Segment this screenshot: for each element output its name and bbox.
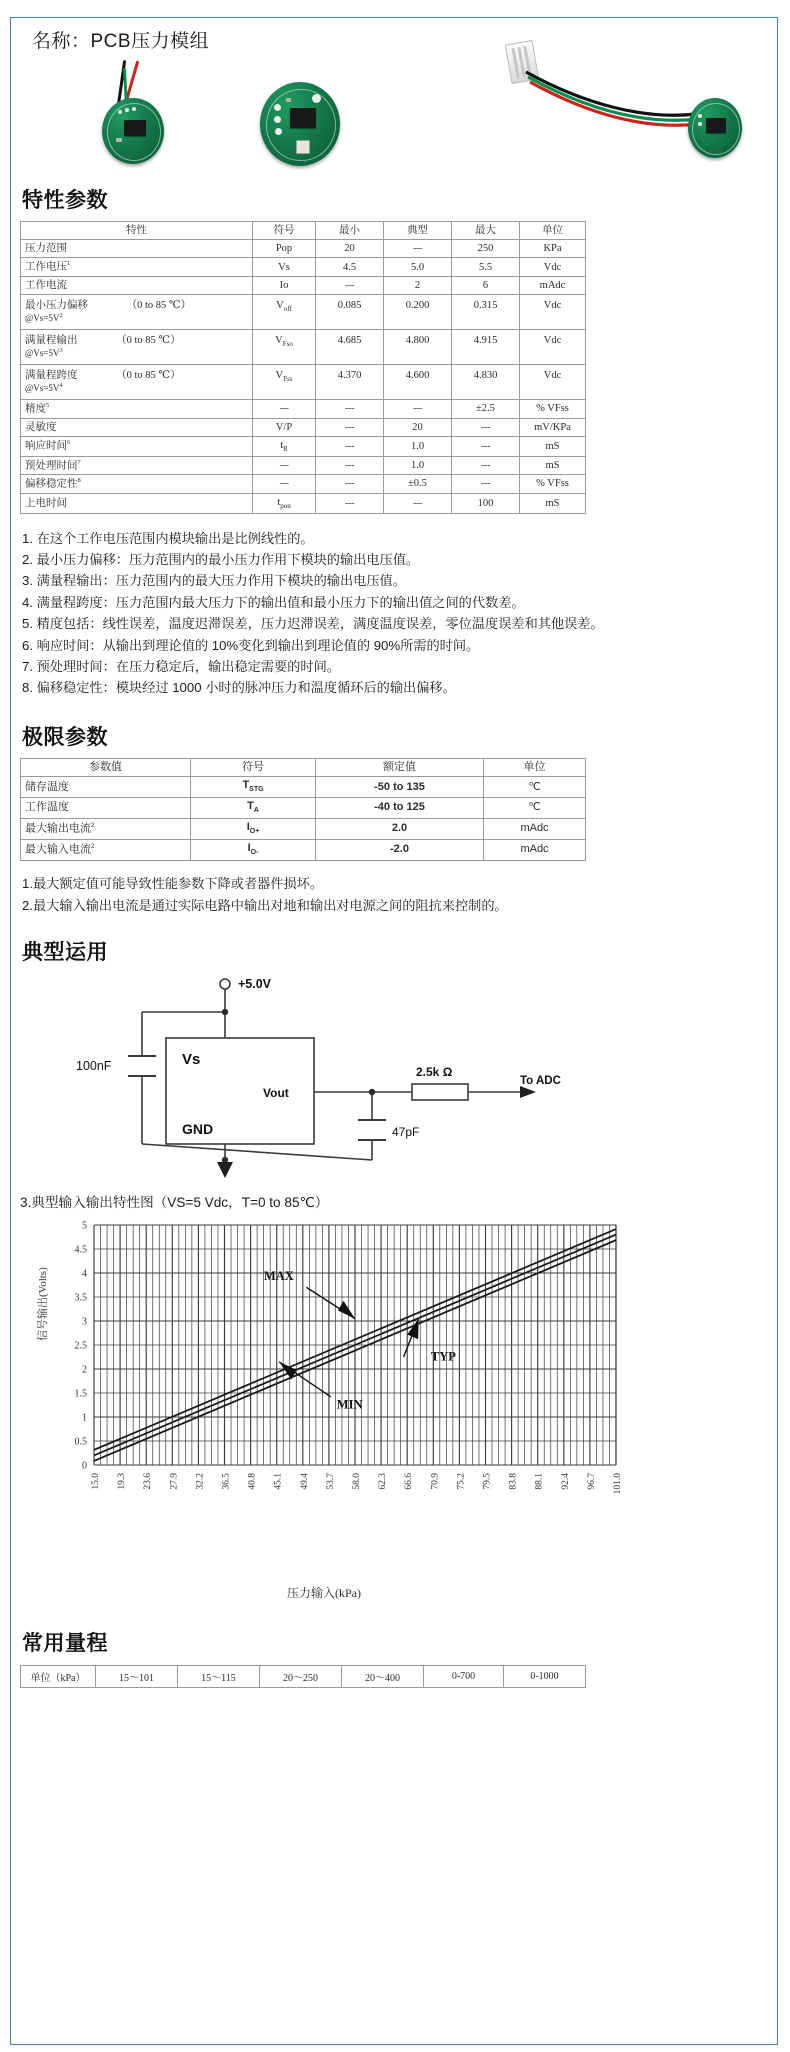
cell-rating: -2.0: [390, 843, 409, 856]
table-row: [21, 475, 586, 494]
table-row: [21, 330, 586, 365]
cell-unit: mAdc: [539, 279, 566, 291]
table-header-row: [21, 758, 586, 777]
adc-label: To ADC: [520, 1074, 561, 1087]
cell-symbol: T: [242, 779, 250, 792]
cell-min: ---: [345, 497, 354, 509]
cell-symbol: Vs: [278, 261, 290, 273]
characteristics-footnotes: [22, 528, 622, 699]
svg-text:15.0: 15.0: [91, 1472, 101, 1490]
cell-typ: 1.0: [410, 440, 425, 452]
col-characteristic: 特性: [21, 222, 253, 240]
typical-application-circuit: [20, 972, 770, 1187]
cell-symbol: ---: [279, 478, 289, 490]
footnote-marker: 6: [67, 439, 71, 447]
cell-max: ---: [481, 421, 490, 433]
cell-name: 响应时间: [25, 440, 67, 452]
product-header: [20, 12, 770, 170]
col-max: 最大: [452, 222, 520, 240]
svg-text:0: 0: [82, 1460, 87, 1472]
supply-label: +5.0V: [238, 976, 272, 991]
table-header-row: [21, 222, 586, 240]
svg-text:45.1: 45.1: [273, 1472, 284, 1490]
sensor-chip: [124, 120, 146, 136]
svg-text:92.4: 92.4: [560, 1472, 571, 1490]
range-unit-label: 单位（kPa）: [21, 1665, 96, 1687]
sensor-chip: [290, 108, 316, 128]
svg-text:5: 5: [82, 1220, 87, 1232]
cell-max: 4.915: [473, 335, 498, 346]
cell-symbol-sub: off: [283, 305, 292, 314]
cell-typ: 4.800: [405, 335, 430, 346]
svg-text:23.6: 23.6: [143, 1472, 154, 1490]
svg-text:4: 4: [82, 1268, 87, 1280]
svg-text:49.4: 49.4: [299, 1472, 310, 1490]
cell-name: 满量程输出: [25, 335, 78, 347]
resistor-label: 2.5k Ω: [416, 1064, 453, 1079]
circuit-diagram: [20, 972, 620, 1182]
cell-min: ---: [345, 403, 354, 415]
input-cap-label: 100nF: [76, 1058, 112, 1073]
cell-name: 工作温度: [25, 801, 69, 814]
table-row: [21, 493, 586, 513]
cell-unit: ℃: [528, 780, 541, 793]
cell-unit: Vdc: [543, 335, 562, 346]
capacitor-100nf-icon: [128, 1056, 156, 1076]
cell-max: 100: [477, 497, 494, 509]
pressure-port: [296, 140, 310, 154]
cell-name: 偏移稳定性: [25, 478, 78, 490]
svg-text:19.3: 19.3: [117, 1472, 128, 1490]
table-row: [21, 276, 586, 294]
footnote-marker: 7: [77, 458, 81, 466]
svg-text:4.5: 4.5: [74, 1244, 87, 1256]
footnote-marker: 2: [91, 822, 95, 830]
col-parameter: 参数值: [21, 758, 191, 777]
col-typ: 典型: [384, 222, 452, 240]
col-symbol: 符号: [191, 758, 316, 777]
cell-max: ---: [481, 440, 490, 452]
cell-symbol: V: [275, 335, 283, 346]
cell-typ: 5.0: [410, 261, 425, 273]
product-photo-connector-module: [510, 90, 750, 160]
output-cap-label: 47pF: [392, 1124, 420, 1139]
svg-text:2: 2: [82, 1364, 87, 1376]
junction-dot: [369, 1089, 375, 1095]
cell-unit: mV/KPa: [534, 421, 571, 433]
col-min: 最小: [316, 222, 384, 240]
section-title-limits: 极限参数: [22, 725, 108, 749]
vs-pin-label: Vs: [182, 1050, 201, 1068]
pcb-disc: [102, 98, 164, 164]
cell-name: 最小压力偏移: [25, 300, 88, 312]
range-value: 20～400: [342, 1665, 424, 1687]
limit-footnote-1: 1.最大额定值可能导致性能参数下降或者器件损坏。: [22, 876, 324, 892]
cell-rating: -40 to 125: [374, 801, 425, 814]
cell-symbol-sub: A: [253, 807, 259, 815]
cell-min: 20: [344, 243, 355, 255]
cell-symbol: I: [246, 821, 250, 834]
cell-min: 4.685: [337, 335, 362, 346]
capacitor-47pf-icon: [358, 1120, 386, 1140]
characteristics-table: [20, 221, 586, 514]
svg-text:32.2: 32.2: [195, 1472, 206, 1490]
cell-name: 最大输出电流: [25, 822, 91, 835]
range-value: 0-1000: [504, 1665, 586, 1687]
limit-footnote-2: 2.最大输入输出电流是通过实际电路中输出对地和输出对电源之间的阻抗来控制的。: [22, 897, 508, 913]
cell-supply-note: @Vs=5V: [25, 348, 60, 359]
cell-name: 储存温度: [25, 780, 69, 793]
cell-symbol: V: [276, 300, 284, 311]
vout-pin-label: Vout: [263, 1085, 289, 1100]
gnd-pin-label: GND: [182, 1120, 214, 1137]
svg-text:58.0: 58.0: [352, 1472, 362, 1490]
table-row: [21, 258, 586, 277]
range-value: 15～115: [178, 1665, 260, 1687]
cell-max: 4.830: [473, 370, 498, 381]
pcb-disc: [260, 82, 340, 166]
col-unit: 单位: [520, 222, 586, 240]
cell-min: ---: [345, 421, 354, 433]
table-row: [21, 798, 586, 819]
cell-unit: Vdc: [543, 300, 562, 311]
cell-unit: mS: [545, 440, 560, 452]
svg-text:96.7: 96.7: [586, 1472, 597, 1490]
ground-arrow-icon: [217, 1162, 233, 1178]
cell-typ: 4.600: [405, 370, 430, 381]
footnote-marker: 1: [67, 260, 71, 268]
cell-symbol-sub: Fss: [283, 375, 293, 384]
table-row: [21, 295, 586, 330]
cell-symbol: I: [247, 842, 251, 855]
table-row: [21, 840, 586, 861]
cell-supply-note: @Vs=5V: [25, 383, 60, 394]
cell-unit: mS: [545, 497, 560, 509]
cell-unit: % VFss: [536, 403, 569, 415]
cell-name: 最大输入电流: [25, 843, 91, 856]
svg-text:2.5: 2.5: [74, 1340, 87, 1352]
characteristic-chart: [20, 1191, 770, 1601]
footnote-marker: 2: [91, 843, 95, 851]
cell-min: 4.5: [342, 261, 357, 273]
svg-text:75.2: 75.2: [456, 1472, 467, 1490]
footnote-marker: 2: [59, 312, 63, 320]
cell-min: ---: [345, 279, 354, 291]
cell-max: ---: [481, 478, 490, 490]
cell-max: 250: [477, 243, 494, 255]
table-row: [21, 777, 586, 798]
footnote-4: 4. 满量程跨度：压力范围内最大压力下的输出值和最小压力下的输出值之间的代数差。: [22, 594, 525, 610]
table-row: [21, 456, 586, 475]
limits-table: [20, 758, 586, 862]
cell-min: 0.085: [337, 300, 362, 311]
table-row: [21, 365, 586, 400]
product-photo-top-view: [260, 82, 340, 166]
cell-symbol: T: [247, 800, 254, 813]
section-title-ranges: 常用量程: [22, 1631, 108, 1655]
svg-text:1: 1: [82, 1412, 87, 1424]
cell-supply-note: @Vs=5V: [25, 313, 60, 324]
cell-typ: 1.0: [410, 459, 425, 471]
svg-text:66.6: 66.6: [404, 1472, 415, 1490]
cell-symbol: Io: [279, 279, 289, 291]
cell-min: ---: [345, 459, 354, 471]
svg-text:1.5: 1.5: [74, 1388, 87, 1400]
cell-name: 工作电流: [25, 279, 67, 291]
cell-symbol-sub: O+: [249, 828, 260, 836]
cell-symbol: ---: [279, 459, 289, 471]
cell-unit: mAdc: [520, 822, 549, 835]
footnote-marker: 8: [77, 477, 81, 485]
footnote-3: 3. 满量程输出：压力范围内的最大压力作用下模块的输出电压值。: [22, 573, 406, 589]
cell-max: ±2.5: [476, 403, 495, 415]
footnote-8: 8. 偏移稳定性：模块经过 1000 小时的脉冲压力和温度循环后的输出偏移。: [22, 680, 456, 696]
table-row: [21, 819, 586, 840]
range-value: 20～250: [260, 1665, 342, 1687]
svg-text:101.0: 101.0: [613, 1472, 623, 1495]
cell-name: 灵敏度: [25, 421, 57, 433]
svg-text:MIN: MIN: [336, 1397, 363, 1412]
footnote-marker: 3: [59, 347, 63, 355]
cell-name: 预处理时间: [25, 460, 78, 472]
svg-text:53.7: 53.7: [325, 1472, 336, 1490]
svg-text:27.9: 27.9: [169, 1472, 180, 1490]
cell-rating: -50 to 135: [374, 780, 425, 793]
cell-symbol: t: [280, 439, 284, 451]
range-value: 0-700: [424, 1665, 504, 1687]
col-symbol: 符号: [253, 222, 316, 240]
cell-symbol: V: [275, 370, 284, 381]
table-row: [21, 400, 586, 419]
common-ranges-table: [20, 1665, 586, 1688]
cell-symbol: Pop: [275, 243, 293, 255]
col-unit: 单位: [484, 758, 586, 777]
cell-name: 工作电压: [25, 261, 67, 273]
cell-typ: 2: [414, 279, 421, 291]
section-title-application: 典型运用: [22, 940, 108, 964]
table-row: [21, 418, 586, 436]
cell-typ: ---: [413, 403, 422, 415]
cell-max: 6: [482, 279, 489, 291]
cell-unit: mS: [545, 459, 560, 471]
cell-typ: ---: [413, 243, 422, 255]
limits-footnotes: [22, 873, 642, 916]
cell-condition: （0 to 85 ℃）: [116, 370, 181, 382]
table-row: [21, 1665, 586, 1687]
footnote-7: 7. 预处理时间：在压力稳定后，输出稳定需要的时间。: [22, 658, 340, 674]
footnote-2: 2. 最小压力偏移：压力范围内的最小压力作用下模块的输出电压值。: [22, 552, 420, 568]
sensor-chip: [706, 118, 726, 133]
footnote-marker: 5: [46, 402, 50, 409]
cell-unit: Vdc: [543, 370, 562, 381]
cell-symbol-sub: Fso: [282, 340, 293, 349]
svg-text:3.5: 3.5: [74, 1292, 87, 1304]
chart-plot: [24, 1217, 624, 1577]
cell-condition: （0 to 85 ℃）: [116, 335, 181, 347]
svg-text:MAX: MAX: [263, 1269, 294, 1284]
cell-min: ---: [345, 440, 354, 452]
pcb-disc: [688, 98, 742, 158]
cell-name: 精度: [25, 403, 46, 415]
cell-symbol-sub: STG: [249, 786, 264, 794]
cell-name: 满量程跨度: [25, 370, 78, 382]
cell-name: 压力范围: [25, 243, 67, 255]
footnote-5: 5. 精度包括：线性误差，温度迟滞误差，压力迟滞误差，满度温度误差，零位温度误差和其他误差。: [22, 616, 604, 632]
cell-max: 0.315: [473, 300, 498, 311]
datasheet-page: [0, 12, 790, 2052]
cell-symbol-sub: R: [283, 444, 288, 453]
cell-symbol-sub: O-: [250, 849, 259, 857]
cell-typ: ±0.5: [408, 478, 427, 490]
svg-text:79.5: 79.5: [482, 1472, 493, 1490]
cell-symbol: t: [277, 496, 281, 508]
table-row: [21, 436, 586, 456]
svg-text:40.8: 40.8: [247, 1472, 258, 1490]
svg-text:62.3: 62.3: [378, 1472, 389, 1490]
cell-symbol: ---: [279, 403, 289, 415]
footnote-1: 1. 在这个工作电压范围内模块输出是比例线性的。: [22, 530, 314, 546]
cell-unit: Vdc: [543, 261, 562, 273]
cell-typ: ---: [413, 497, 422, 509]
svg-text:3: 3: [82, 1316, 87, 1328]
cell-rating: 2.0: [391, 822, 408, 835]
cell-min: ---: [345, 478, 354, 490]
section-title-characteristics: 特性参数: [22, 189, 108, 212]
svg-text:88.1: 88.1: [534, 1472, 545, 1490]
svg-text:36.5: 36.5: [221, 1472, 232, 1490]
cell-unit: % VFss: [536, 478, 569, 490]
cell-min: 4.370: [337, 370, 362, 381]
cell-name: 上电时间: [25, 497, 67, 509]
cell-max: ---: [481, 459, 490, 471]
junction-dot: [222, 1009, 228, 1015]
cell-unit: KPa: [543, 243, 562, 255]
chart-caption: 3.典型输入输出特性图（VS=5 Vdc，T=0 to 85℃）: [20, 1194, 329, 1210]
footnote-6: 6. 响应时间：从输出到理论值的 10%变化到输出到理论值的 90%所需的时间。: [22, 637, 480, 653]
chart-y-axis-label: 信号输出(Volts): [37, 1267, 49, 1341]
cell-unit: mAdc: [520, 843, 549, 856]
cell-typ: 0.200: [405, 300, 430, 311]
cell-unit: ℃: [528, 801, 541, 814]
svg-text:TYP: TYP: [430, 1349, 456, 1364]
range-value: 15～101: [96, 1665, 178, 1687]
svg-text:0.5: 0.5: [74, 1436, 87, 1448]
col-rating: 额定值: [316, 758, 484, 777]
cell-symbol: V/P: [275, 421, 293, 433]
svg-text:83.8: 83.8: [508, 1472, 519, 1490]
page-title: 名称：PCB压力模组: [32, 31, 210, 52]
svg-text:70.9: 70.9: [430, 1472, 441, 1490]
cell-max: 5.5: [478, 261, 493, 273]
cell-typ: 20: [412, 421, 423, 433]
table-row: [21, 240, 586, 258]
product-photo-wired-module: [82, 84, 202, 164]
footnote-marker: 4: [59, 382, 63, 390]
cell-symbol-sub: pon: [280, 501, 291, 510]
cell-condition: （0 to 85 ℃）: [126, 300, 192, 312]
chart-x-axis-label: 压力输入(kPa): [287, 1585, 361, 1600]
output-arrow-icon: [520, 1086, 536, 1098]
